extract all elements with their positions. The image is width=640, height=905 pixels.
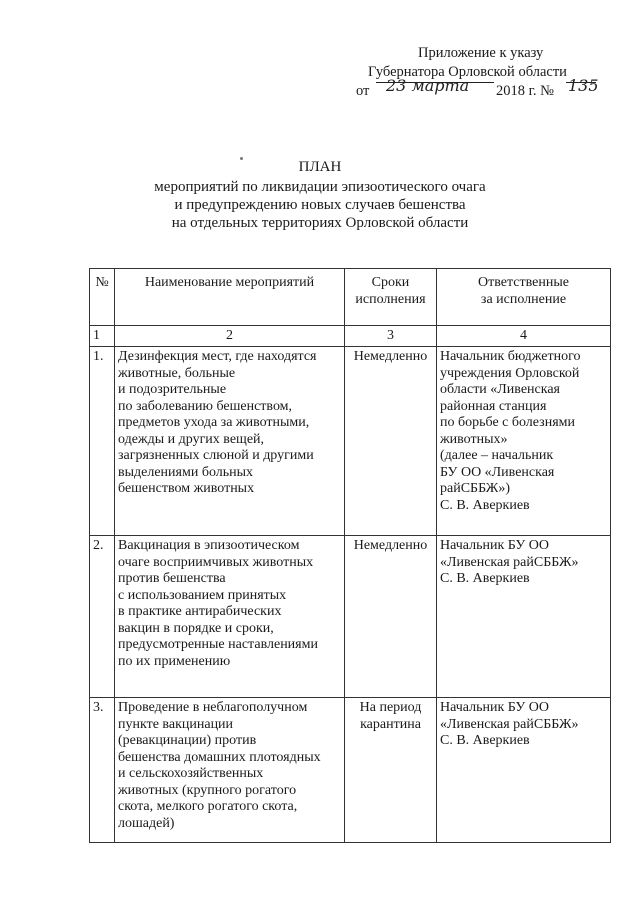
row-name-line: выделениями больных	[118, 464, 254, 480]
row-name	[115, 698, 345, 843]
row-responsible-line: С. В. Аверкиев	[440, 571, 530, 586]
column-number-row	[90, 326, 611, 347]
row-responsible-line: «Ливенская райСББЖ»	[440, 554, 579, 570]
row-responsible-line: (далее – начальник	[440, 448, 554, 463]
row-name	[115, 347, 345, 536]
table-row	[90, 347, 611, 536]
row-responsible-line: области «Ливенская	[440, 382, 560, 397]
row-name-line: животные, больные	[118, 365, 236, 381]
row-name-line: Вакцинация в эпизоотическом	[118, 538, 300, 553]
header-num: №	[90, 269, 115, 326]
row-term-line: На период	[359, 700, 422, 715]
row-name-line: животных (крупного рогатого	[118, 782, 297, 798]
col-number: 2	[115, 326, 345, 347]
header-term-line: исполнения	[355, 291, 426, 307]
row-name-line: очаге восприимчивых животных	[118, 554, 314, 570]
row-name-line: по их применению	[118, 653, 231, 669]
row-name-line: Проведение в неблагополучном	[118, 700, 308, 715]
row-name-line: пункте вакцинации	[118, 716, 234, 732]
header-resp-line: Ответственные	[478, 275, 569, 290]
appendix-year: 2018 г. №	[496, 83, 555, 99]
handwritten-date: 23 марта	[386, 76, 470, 95]
row-name	[115, 536, 345, 698]
row-number: 3.	[90, 698, 115, 843]
row-term-line: карантина	[360, 716, 421, 732]
row-name-line: с использованием принятых	[118, 587, 287, 603]
header-term-line: Сроки	[371, 275, 410, 290]
row-term	[345, 347, 437, 536]
title-heading: ПЛАН	[298, 159, 342, 175]
row-responsible-line: Начальник БУ ОО	[440, 700, 549, 715]
row-name-line: одежды и других вещей,	[118, 431, 265, 447]
row-number: 2.	[90, 536, 115, 698]
row-number: 1.	[90, 347, 115, 536]
appendix-date-line	[340, 76, 600, 104]
row-responsible-line: С. В. Аверкиев	[440, 733, 530, 748]
row-responsible-line: районная станция	[440, 398, 547, 414]
appendix-line-1: Приложение к указу	[418, 45, 544, 61]
document-title	[100, 158, 540, 232]
row-responsible	[437, 347, 611, 536]
row-name-line: скота, мелкого рогатого скота,	[118, 799, 298, 814]
col-number: 1	[90, 326, 115, 347]
table-row	[90, 536, 611, 698]
row-responsible-line: БУ ОО «Ливенская	[440, 464, 555, 480]
row-responsible-line: Начальник бюджетного	[440, 349, 581, 364]
appendix-line-2: Губернатора Орловской области	[368, 64, 567, 80]
row-name-line: загрязненных слюной и другими	[118, 448, 314, 463]
header-resp-line: за исполнение	[480, 291, 567, 307]
title-line: на отдельных территориях Орловской области	[171, 215, 469, 231]
row-responsible-line: райСББЖ»)	[440, 481, 510, 496]
row-name-line: Дезинфекция мест, где находятся	[118, 349, 317, 364]
row-name-line: против бешенства	[118, 571, 226, 586]
row-responsible	[437, 698, 611, 843]
table-header-row	[90, 269, 611, 326]
row-term	[345, 698, 437, 843]
row-name-line: и сельскохозяйственных	[118, 766, 264, 781]
row-term	[345, 536, 437, 698]
appendix-prefix: от	[356, 83, 370, 99]
row-responsible-line: учреждения Орловской	[440, 365, 580, 381]
handwritten-number: 135	[568, 76, 599, 95]
header-term	[345, 269, 437, 326]
row-responsible-line: «Ливенская райСББЖ»	[440, 716, 579, 732]
row-term-line: Немедленно	[353, 538, 428, 553]
row-term-line: Немедленно	[353, 349, 428, 364]
table-row	[90, 698, 611, 843]
row-name-line: (ревакцинации) против	[118, 733, 257, 748]
row-name-line: и подозрительные	[118, 382, 227, 397]
row-responsible-line: по борьбе с болезнями	[440, 415, 575, 430]
header-name: Наименование мероприятий	[115, 269, 345, 326]
plan-table	[89, 268, 611, 843]
row-name-line: вакцин в порядке и сроки,	[118, 620, 274, 636]
title-line: мероприятий по ликвидации эпизоотического очага	[154, 179, 486, 195]
title-line: и предупреждению новых случаев бешенства	[174, 197, 466, 213]
appendix-header	[340, 44, 600, 104]
row-name-line: предметов ухода за животными,	[118, 415, 310, 430]
col-number: 4	[437, 326, 611, 347]
row-name-line: лошадей)	[118, 815, 175, 831]
row-responsible	[437, 536, 611, 698]
col-number: 3	[345, 326, 437, 347]
row-name-line: в практике антирабических	[118, 604, 282, 619]
row-name-line: бешенством животных	[118, 481, 255, 496]
header-resp	[437, 269, 611, 326]
row-name-line: по заболеванию бешенством,	[118, 398, 293, 414]
row-name-line: предусмотренные наставлениями	[118, 637, 318, 652]
row-responsible-line: С. В. Аверкиев	[440, 497, 530, 513]
row-responsible-line: Начальник БУ ОО	[440, 538, 549, 553]
row-responsible-line: животных»	[440, 431, 508, 447]
row-name-line: бешенства домашних плотоядных	[118, 749, 321, 765]
